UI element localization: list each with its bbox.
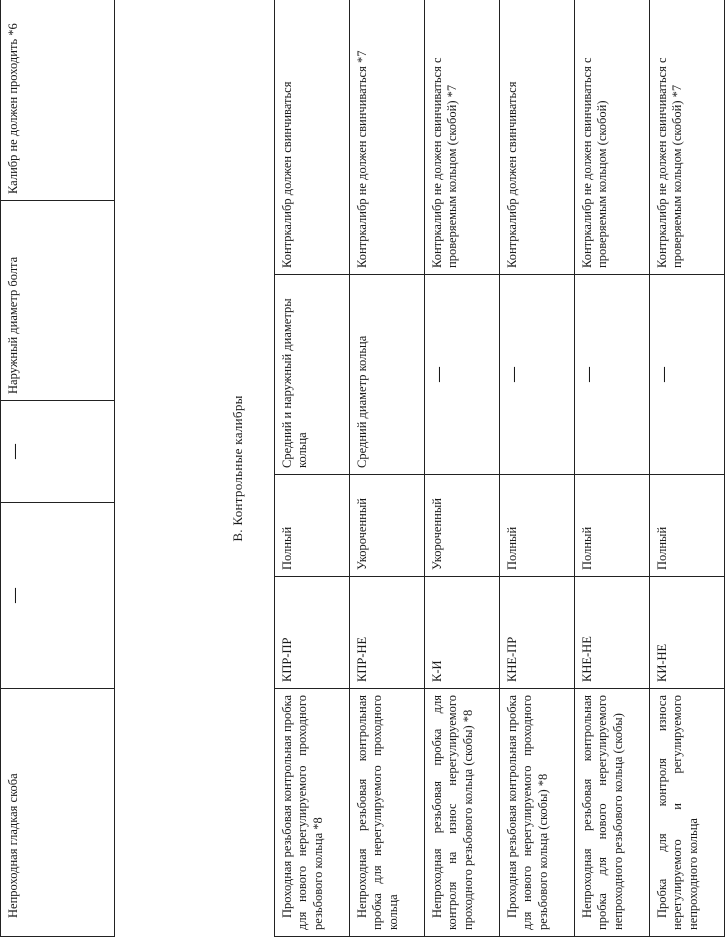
dash-mark: — [431, 367, 447, 382]
dash-mark: — [7, 444, 23, 459]
table-control-gauges [274, 0, 725, 937]
cell-profile [1, 401, 115, 503]
cell-designation [1, 503, 115, 689]
cell-designation: К-И [425, 577, 500, 689]
cell-must-not: Калибр не должен проходить *6 [1, 0, 115, 201]
cell-checks [575, 275, 650, 475]
cell-designation: КПР-ПР [275, 577, 350, 689]
cell-checks: Средний диаметр кольца [350, 275, 425, 475]
cell-checks [425, 275, 500, 475]
cell-must-not: Контркалибр не должен свинчиваться с проверяемым кольцом (скобой) *7 [425, 0, 500, 275]
cell-must-not: Контркалибр не должен свинчиваться с проверяемым кольцом (скобой) *7 [650, 0, 725, 275]
dash-mark: — [581, 367, 597, 382]
cell-checks: Наружный диаметр болта [1, 201, 115, 401]
cell-profile: Полный [500, 475, 575, 577]
cell-checks [500, 275, 575, 475]
cell-purpose: Непроходная гладкая скоба [1, 689, 115, 937]
cell-designation: КНЕ-НЕ [575, 577, 650, 689]
section-title: В. Контрольные калибры [230, 395, 245, 542]
cell-must-not: Контркалибр не должен свинчиваться с проверяемым кольцом (скобой) [575, 0, 650, 275]
table-row [275, 0, 350, 937]
cell-purpose: Пробка для контроля износа нерегулируемого и регулируемого непроходного кольца [650, 689, 725, 937]
cell-profile: Полный [275, 475, 350, 577]
cell-purpose: Проходная резьбовая контрольная пробка для нового нерегулируемого проходного резьбового кольца (скобы) *8 [500, 689, 575, 937]
cell-profile: Укороченный [425, 475, 500, 577]
cell-purpose: Непроходная резьбовая контрольная пробка для нерегулируемого проходного кольца [350, 689, 425, 937]
table-row [575, 0, 650, 937]
table-row [350, 0, 425, 937]
table-row [500, 0, 575, 937]
table-row [425, 0, 500, 937]
cell-designation: КПР-НЕ [350, 577, 425, 689]
cell-checks: Средний и наружный диаметры кольца [275, 275, 350, 475]
table-row [650, 0, 725, 937]
cell-profile: Полный [650, 475, 725, 577]
cell-purpose: Проходная резьбовая контрольная пробка для нового нерегулируемого проходного резьбового кольца *8 [275, 689, 350, 937]
cell-must-not: Контркалибр должен свинчиваться [275, 0, 350, 275]
dash-mark: — [656, 367, 672, 382]
table-row [1, 0, 115, 937]
cell-must-not: Контркалибр не должен свинчиваться *7 [350, 0, 425, 275]
cell-purpose: Непроходная резьбовая пробка для контроля на износ нерегулируемого проходного резьбового кольца (скобы) *8 [425, 689, 500, 937]
dash-mark: — [506, 367, 522, 382]
cell-profile: Укороченный [350, 475, 425, 577]
cell-must-not: Контркалибр должен свинчиваться [500, 0, 575, 275]
cell-purpose: Непроходная резьбовая контрольная пробка для нового нерегулируемого непроходного резьбового кольца (скобы) [575, 689, 650, 937]
cell-designation: КИ-НЕ [650, 577, 725, 689]
cell-checks [650, 275, 725, 475]
dash-mark: — [7, 588, 23, 603]
table-top [0, 0, 115, 937]
cell-profile: Полный [575, 475, 650, 577]
cell-designation: КНЕ-ПР [500, 577, 575, 689]
